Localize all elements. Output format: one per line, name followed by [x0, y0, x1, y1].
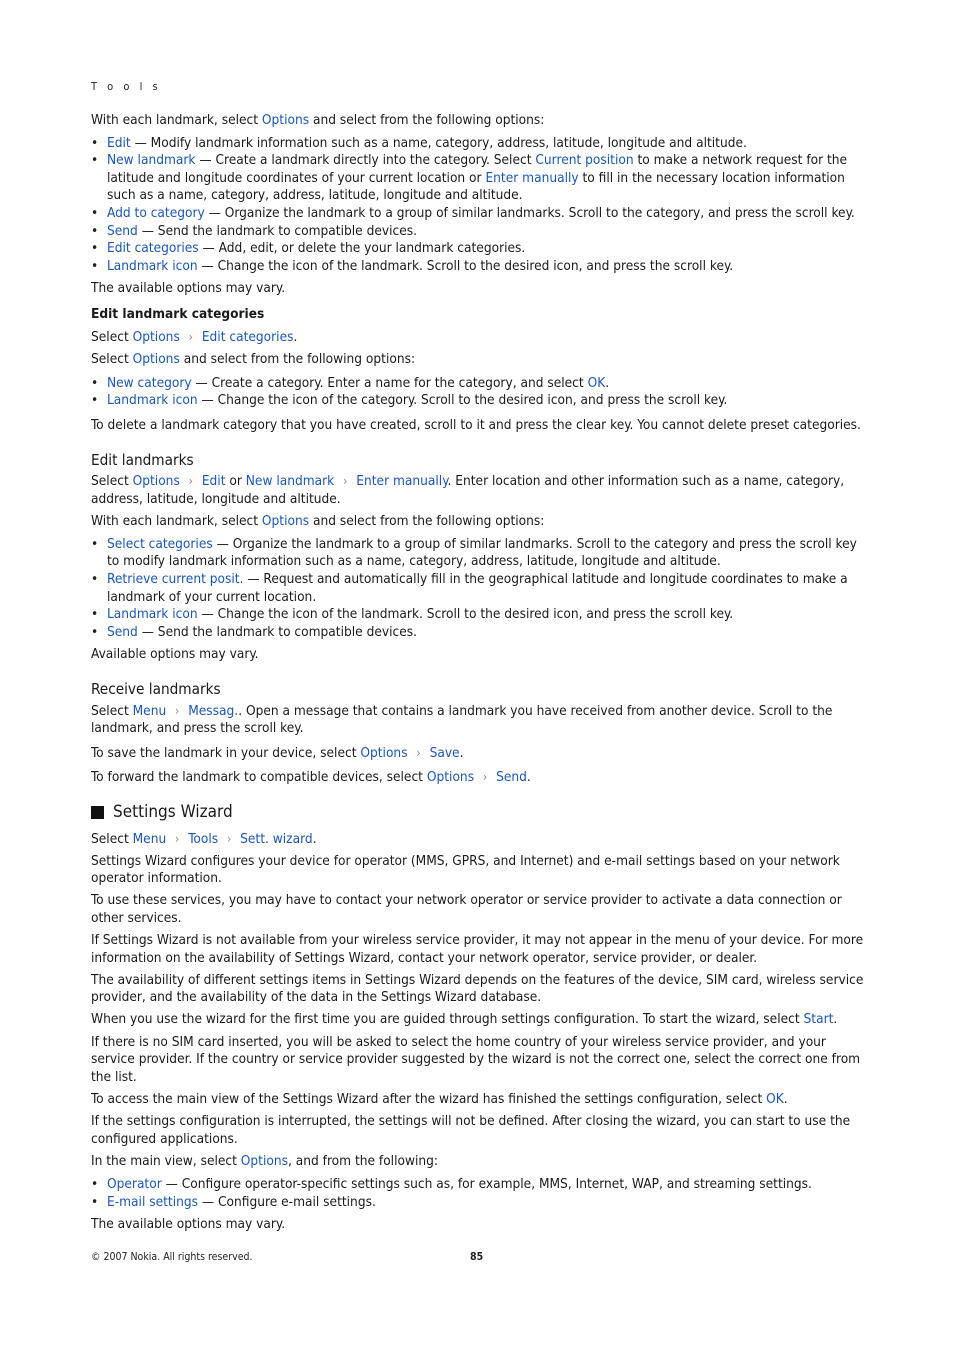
edit-landmarks-intro: With each landmark, select Options and select from the following options: [91, 513, 545, 530]
ui-term: Enter manually [356, 473, 448, 490]
wizard-paragraph: If Settings Wizard is not available from your wireless service provider, it may not appear in the menu of your device. For more information on the availability of Settings Wizard, contact your network operator, service provider, or dealer. [91, 932, 864, 966]
settings-wizard-path: Select Menu › Tools › Sett. wizard. [91, 830, 317, 847]
settings-wizard-heading [91, 804, 869, 822]
chevron-right-icon: › [416, 745, 421, 760]
edit-landmark-option-item: • Landmark icon — Change the icon of the landmark. Scroll to the desired icon, and press the scroll key. [91, 606, 869, 624]
chevron-right-icon: › [175, 831, 180, 846]
ui-term: Menu [132, 702, 167, 719]
ui-term: Tools [188, 830, 219, 847]
chevron-right-icon: › [175, 703, 180, 718]
wizard-paragraph: The availability of different settings items in Settings Wizard depends on the features of the device, SIM card, wireless service provider, and the availability of the data in the Settings Wizard database. [91, 971, 864, 1006]
ui-term: Sett. wizard [240, 830, 313, 847]
ui-term: OK [766, 1090, 784, 1107]
ui-term: Landmark icon [107, 392, 198, 409]
settings-wizard-list [91, 1176, 869, 1211]
receive-landmarks-forward: To forward the landmark to compatible devices, select Options › Send. [91, 769, 531, 786]
receive-landmarks-save: To save the landmark in your device, select Options › Save. [91, 744, 464, 761]
ui-term: New category [107, 374, 192, 391]
ui-term: Landmark icon [107, 606, 198, 623]
landmark-option-item: • Landmark icon — Change the icon of the landmark. Scroll to the desired icon, and press the scroll key. [91, 258, 869, 276]
settings-wizard-title: Settings Wizard [113, 802, 233, 822]
ui-term: Landmark icon [107, 257, 198, 274]
edit-landmarks-path: Select Options › Edit or New landmark › Enter manually. Enter location and other information such as a name, category, address, latitude, longitude and altitude. [91, 473, 845, 507]
ui-term: New landmark [245, 473, 335, 490]
copyright-footer: © 2007 Nokia. All rights reserved. [91, 1251, 253, 1263]
receive-landmarks-heading: Receive landmarks [91, 680, 221, 699]
edit-categories-list [91, 375, 869, 410]
chevron-right-icon: › [482, 770, 488, 785]
wizard-paragraph: If the settings configuration is interrupted, the settings will not be defined. After closing the wizard, you can start to use the configured applications. [91, 1112, 851, 1147]
edit-landmarks-note: Available options may vary. [91, 646, 259, 663]
edit-landmark-option-item: • Select categories — Organize the landmark to a group of similar landmarks. Scroll to the category and press the scroll key to modify landmark information such as a name, category, address, latitude, longitude and altitude. [91, 536, 869, 571]
ui-term: Enter manually [485, 169, 579, 186]
wizard-option-item: • Operator — Configure operator-specific settings such as, for example, MMS, Internet, WAP, and streaming settings. [91, 1176, 869, 1194]
ui-term: Retrieve current posit. [107, 571, 244, 588]
ui-term: Options [240, 1152, 288, 1169]
ui-term: Edit categories [201, 328, 294, 345]
landmark-option-item: • New landmark — Create a landmark directly into the category. Select Current position to make a network request for the latitude and longitude coordinates of your current location or Enter manually to fill in the necessary location information such as a name, category, address, latitude, longitude and altitude. [91, 152, 869, 205]
section-square-icon [91, 806, 104, 819]
receive-landmarks-path: Select Menu › Messag.. Open a message that contains a landmark you have received from another device. Scroll to the landmark, and press the scroll key. [91, 702, 833, 737]
page-content [91, 112, 869, 1234]
ui-term: Options [132, 328, 180, 345]
ui-term: Edit categories [107, 240, 199, 257]
ui-term: Start [803, 1011, 834, 1028]
edit-landmarks-heading: Edit landmarks [91, 450, 194, 469]
ui-term: Edit [201, 473, 226, 490]
landmark-option-item: • Add to category — Organize the landmark to a group of similar landmarks. Scroll to the category, and press the scroll key. [91, 205, 869, 223]
landmark-option-item: • Edit categories — Add, edit, or delete the your landmark categories. [91, 240, 869, 258]
ui-term: Messag. [188, 702, 239, 719]
ui-term: Send [107, 623, 138, 640]
wizard-paragraph: When you use the wizard for the first time you are guided through settings configuration. To start the wizard, select Start. [91, 1011, 838, 1028]
ui-term: Options [426, 769, 475, 786]
running-header: T o o l s [91, 80, 162, 93]
wizard-option-item: • E-mail settings — Configure e-mail settings. [91, 1194, 869, 1212]
edit-landmark-option-item: • Retrieve current posit. — Request and automatically fill in the geographical latitude and longitude coordinates to make a landmark of your current location. [91, 571, 869, 606]
ui-term: Current position [535, 152, 634, 169]
wizard-paragraph: To use these services, you may have to contact your network operator or service provider to activate a data connection or other services. [91, 892, 842, 926]
ui-term: Operator [107, 1176, 162, 1193]
page-number: 85 [470, 1251, 484, 1263]
edit-landmark-option-item: • Send — Send the landmark to compatible devices. [91, 624, 869, 642]
chevron-right-icon: › [343, 474, 348, 489]
ui-term: Select categories [107, 535, 213, 552]
ui-term: New landmark [107, 152, 196, 169]
ui-term: Options [261, 112, 310, 128]
ui-term: Options [132, 473, 180, 490]
chevron-right-icon: › [226, 831, 232, 846]
chevron-right-icon: › [188, 329, 193, 344]
edit-categories-path: Select Options › Edit categories. [91, 328, 298, 345]
ui-term: Options [261, 513, 310, 530]
category-option-item: • New category — Create a category. Enter a name for the category, and select OK. [91, 375, 869, 393]
wizard-paragraph: In the main view, select Options, and from the following: [91, 1152, 439, 1169]
category-option-item: • Landmark icon — Change the icon of the category. Scroll to the desired icon, and press the scroll key. [91, 392, 869, 410]
settings-wizard-note: The available options may vary. [91, 1216, 286, 1233]
ui-term: Menu [132, 830, 167, 847]
wizard-paragraph: If there is no SIM card inserted, you will be asked to select the home country of your wireless service provider, and your service provider. If the country or service provider suggested by the wizard is not the correct one, select the correct one from the list. [91, 1033, 861, 1085]
edit-landmarks-list [91, 536, 869, 642]
chevron-right-icon: › [188, 474, 193, 489]
landmark-option-item: • Send — Send the landmark to compatible devices. [91, 223, 869, 241]
ui-term: Send [107, 222, 138, 239]
edit-categories-heading: Edit landmark categories [91, 305, 265, 322]
landmark-options-list [91, 135, 869, 276]
ui-term: Save [429, 744, 460, 761]
ui-term: OK [587, 374, 606, 391]
ui-term: Send [496, 769, 527, 786]
wizard-paragraph: To access the main view of the Settings Wizard after the wizard has finished the settings configuration, select OK. [91, 1090, 788, 1107]
ui-term: Options [360, 744, 408, 761]
ui-term: Add to category [107, 204, 205, 221]
edit-categories-note: To delete a landmark category that you have created, scroll to it and press the clear key. You cannot delete preset categories. [91, 416, 861, 433]
landmark-options-note: The available options may vary. [91, 280, 286, 297]
landmark-option-item: • Edit — Modify landmark information such as a name, category, address, latitude, longitude and altitude. [91, 135, 869, 153]
ui-term: Edit [107, 134, 131, 151]
ui-term: Options [132, 351, 180, 368]
ui-term: E-mail settings [107, 1193, 199, 1210]
edit-categories-intro: Select Options and select from the following options: [91, 351, 416, 368]
landmark-options-intro: With each landmark, select Options and select from the following options: [91, 112, 545, 128]
settings-wizard-paragraphs [91, 853, 869, 1171]
wizard-paragraph: Settings Wizard configures your device for operator (MMS, GPRS, and Internet) and e-mail settings based on your network operator information. [91, 852, 840, 887]
